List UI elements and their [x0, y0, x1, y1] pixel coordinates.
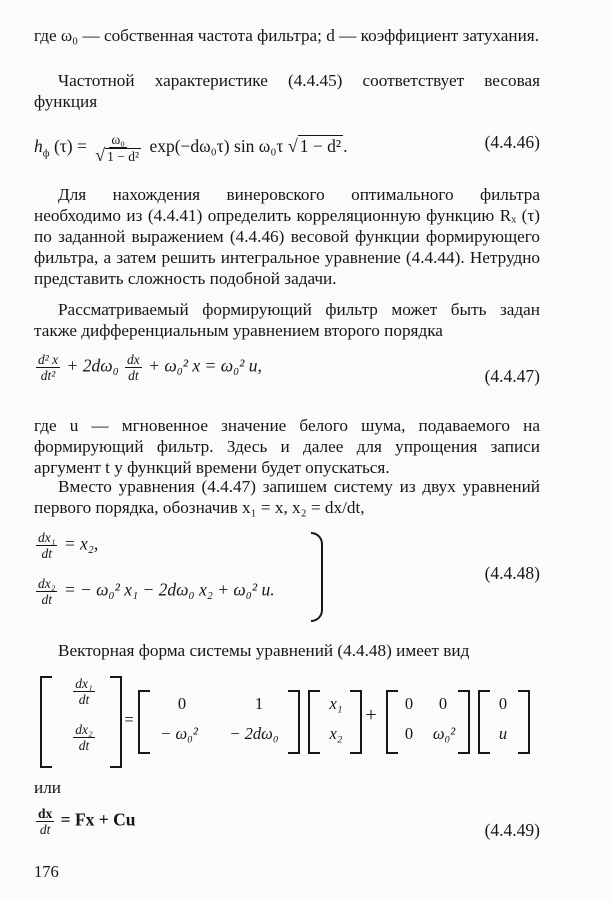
paragraph-2 — [34, 70, 540, 112]
vector-form-text: Векторная форма системы уравнений (4.4.48) имеет вид — [58, 641, 470, 660]
equation-rhs: + ω₀² x = ω₀² u, — [148, 355, 262, 376]
equation-4-4-48: $\frac{\text{dx₁}}{dt}$ = x₂, $\frac{\text{dx₂}}{dt}$ = − ω₀² x₁ − 2dω₀ x₂ + ω₀² u. (4.4.48) — [34, 530, 540, 620]
paragraph-7 — [34, 640, 540, 661]
shaping-filter-text: Рассматриваемый формирующий фильтр может быть задан также дифференциальным уравнением второго порядка — [34, 300, 540, 340]
left-bracket — [40, 676, 52, 768]
b-matrix-right — [458, 690, 470, 754]
row2-rhs: = − ω₀² x₁ − 2dω₀ x₂ + ω₀² u. — [63, 579, 275, 600]
first-derivative-fraction: $\frac{dx}{dt}$ — [127, 352, 140, 383]
u1: 0 — [498, 694, 508, 713]
x1: x₁ — [329, 694, 343, 713]
paragraph-4 — [34, 299, 540, 341]
u-vector-right — [518, 690, 530, 754]
system-intro-text: Вместо уравнения (4.4.47) запишем систему из двух уравнений первого порядка, обозначив x₁ = x, x₂ = dx/dt, — [34, 477, 540, 517]
state-equation-rhs: = Fx + Cu — [60, 809, 136, 830]
row1-rhs: = x₂, — [63, 533, 99, 554]
equation-number: (4.4.48) — [484, 563, 540, 583]
equation-number: (4.4.49) — [484, 820, 540, 840]
equation-4-4-47: $\frac{\text{d² x}}{\text{dt²}}$ + 2dω₀ $\frac{dx}{dt}$ + ω₀² x = ω₀² u, (4.4.47) — [38, 352, 540, 386]
a11: 0 — [177, 694, 187, 713]
equals-sign: = — [124, 710, 134, 729]
u2: u — [498, 724, 508, 743]
derivative-x2: $\frac{\text{dx₂}}{dt}$ — [75, 722, 93, 753]
a12: 1 — [254, 694, 264, 713]
a-matrix-left — [138, 690, 150, 754]
x2: x₂ — [329, 724, 343, 743]
weight-function-intro: Частотной характеристике (4.4.45) соответствует весовая функция — [34, 71, 540, 111]
b11: 0 — [404, 694, 414, 713]
paragraph-6 — [34, 476, 540, 518]
system-brace — [311, 532, 323, 622]
white-noise-text: где u — мгновенное значение белого шума, подаваемого на формирующий фильтр. Здесь и далее для упрощения записи аргумент t у функций времени будет опускаться. — [34, 416, 540, 477]
equation-number: (4.4.47) — [484, 366, 540, 386]
right-bracket — [110, 676, 122, 768]
paragraph-3 — [34, 184, 540, 289]
fraction-denominator: √ 1 − d² — [95, 145, 140, 165]
equation-4-4-46: $h_ф$ (τ) = $\frac{\text{ω₀}}{\text{√ 1 − d²}}$ exp(−dω₀τ) sin ω₀τ √ 1 − d² . (4.4.46) — [34, 132, 540, 165]
sqrt-term: 1 − d² — [299, 136, 342, 157]
paragraph-5 — [34, 415, 540, 478]
equation-number: (4.4.46) — [484, 132, 540, 152]
h-subscript: ф — [42, 148, 50, 160]
omega-fraction — [93, 132, 143, 164]
b22: ω₀² — [432, 724, 456, 743]
exp-sin-term: exp(−dω₀τ) sin ω₀τ — [149, 136, 284, 157]
plus-sign: + — [365, 704, 377, 726]
paragraph-1 — [34, 25, 540, 46]
wiener-filter-text: Для нахождения винеровского оптимального фильтра необходимо из (4.4.41) определить корреляционную функцию Rₓ (τ) по заданной выражением (4.4.46) весовой функции формирующего фильтра, а затем решить интегральное уравнение (4.4.44). Нетрудно представить сложность подобной задачи. — [34, 185, 540, 288]
matrix-equation — [34, 676, 540, 766]
b12: 0 — [438, 694, 448, 713]
second-derivative-fraction: $\frac{\text{d² x}}{\text{dt²}}$ — [38, 352, 59, 383]
a-matrix-right — [288, 690, 300, 754]
x-vector-right — [350, 690, 362, 754]
equation-4-4-49: $\frac{dx}{dt}$ = Fx + Cu (4.4.49) — [38, 806, 540, 840]
derivative-x1: $\frac{\text{dx₁}}{dt}$ — [75, 676, 93, 707]
page-number: 176 — [34, 862, 59, 881]
b21: 0 — [404, 724, 414, 743]
or-text: или — [34, 778, 61, 797]
fraction-numerator: ω₀ — [111, 132, 125, 147]
h-argument: (τ) = — [53, 136, 87, 157]
a22: − 2dω₀ — [229, 724, 279, 743]
definition-text: где ω₀ — собственная частота фильтра; d — коэффициент затухания. — [34, 26, 540, 45]
paragraph-8 — [34, 777, 540, 798]
h-symbol: h — [34, 136, 43, 157]
a21: − ω₀² — [160, 724, 198, 743]
